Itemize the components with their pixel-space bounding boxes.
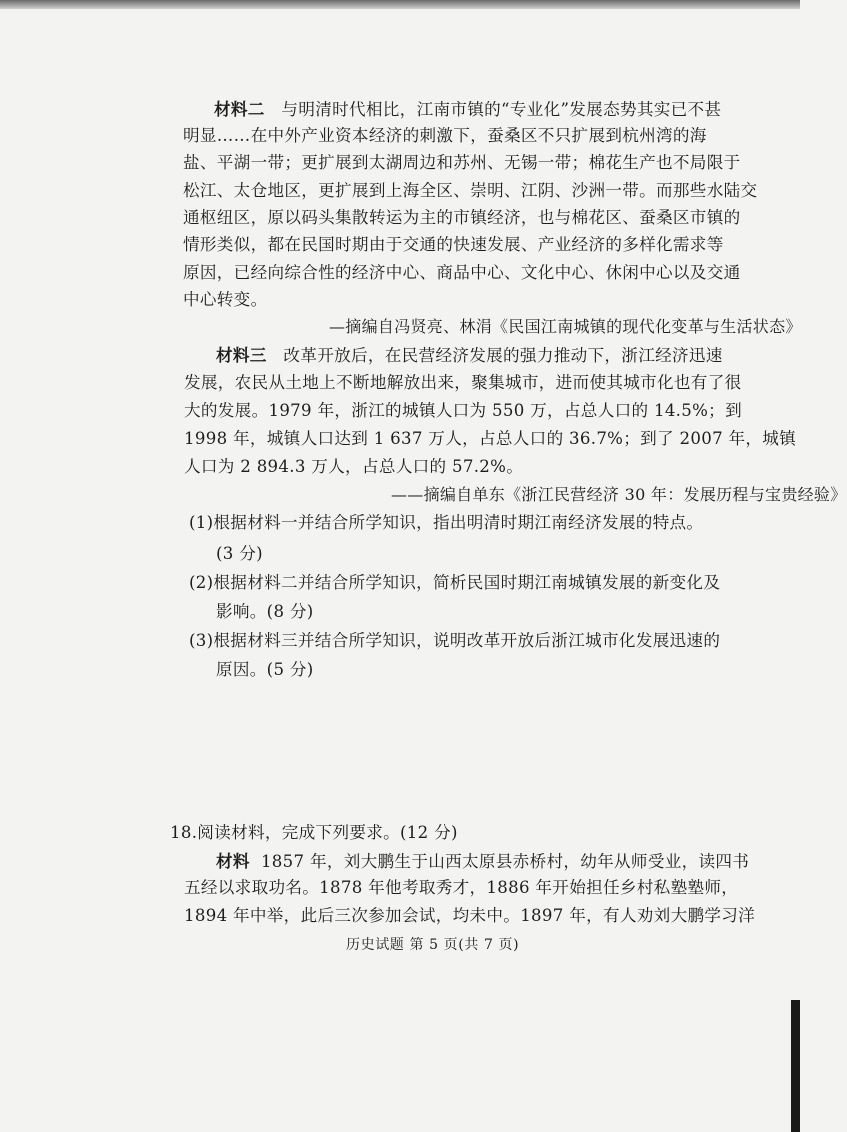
question-18-material-label: 材料 xyxy=(216,851,250,871)
material3-line-5: 人口为 2 894.3 万人，占总人口的 57.2%。 xyxy=(184,457,524,476)
question-1-line-2: (3 分) xyxy=(216,544,263,563)
question-3-line-2: 原因。(5 分) xyxy=(216,660,314,679)
material2-line-6: 情形类似，都在民国时期由于交通的快速发展、产业经济的多样化需求等 xyxy=(183,235,724,254)
material3-line-2: 发展，农民从土地上不断地解放出来，聚集城市，进而使其城市化也有了很 xyxy=(184,373,742,392)
material3-line-3: 大的发展。1979 年，浙江的城镇人口为 550 万，占总人口的 14.5%；到 xyxy=(184,401,742,420)
question-1-line-1: (1)根据材料一并结合所学知识，指出明清时期江南经济发展的特点。 xyxy=(189,513,704,532)
material2-line-4: 松江、太仓地区，更扩展到上海全区、崇明、江阴、沙洲一带。而那些水陆交 xyxy=(183,181,758,200)
material3-line-4: 1998 年，城镇人口达到 1 637 万人，占总人口的 36.7%；到了 2007 年，城镇 xyxy=(184,429,797,448)
material2-line-2: 明显……在中外产业资本经济的刺激下，蚕桑区不只扩展到杭州湾的海 xyxy=(183,126,707,145)
material2-label: 材料二 xyxy=(214,99,265,119)
question-3-line-1: (3)根据材料三并结合所学知识，说明改革开放后浙江城市化发展迅速的 xyxy=(189,631,721,650)
question-2-line-1: (2)根据材料二并结合所学知识，简析民国时期江南城镇发展的新变化及 xyxy=(189,573,721,592)
question-18-line-2: 五经以求取功名。1878 年他考取秀才，1886 年开始担任乡村私塾塾师， xyxy=(184,878,739,897)
material2-line-8: 中心转变。 xyxy=(183,290,268,309)
question-18-line-1: 材料 1857 年，刘大鹏生于山西太原县赤桥村，幼年从师受业，读四书 xyxy=(216,851,750,871)
material2-line-1: 材料二 与明清时代相比，江南市镇的“专业化”发展态势其实已不甚 xyxy=(214,99,722,119)
question-2-line-2: 影响。(8 分) xyxy=(216,602,314,621)
material2-source: —摘编自冯贤亮、林涓《民国江南城镇的现代化变革与生活状态》 xyxy=(329,317,802,336)
question-18-line-3: 1894 年中举，此后三次参加会试，均未中。1897 年，有人劝刘大鹏学习洋 xyxy=(184,906,756,925)
material3-label: 材料三 xyxy=(216,345,267,365)
page-footer: 历史试题 第 5 页(共 7 页) xyxy=(346,937,520,953)
material2-line-7: 原因，已经向综合性的经济中心、商品中心、文化中心、休闲中心以及交通 xyxy=(183,263,741,282)
material2-line-3: 盐、平湖一带；更扩展到太湖周边和苏州、无锡一带；棉花生产也不局限于 xyxy=(183,153,741,172)
material3-source: ——摘编自单东《浙江民营经济 30 年：发展历程与宝贵经验》 xyxy=(391,485,847,504)
material2-line-5: 通枢纽区，原以码头集散转运为主的市镇经济，也与棉花区、蚕桑区市镇的 xyxy=(183,208,741,227)
question-18-header: 18.阅读材料，完成下列要求。(12 分) xyxy=(170,823,458,842)
material3-line-1: 材料三 改革开放后，在民营经济发展的强力推动下，浙江经济迅速 xyxy=(216,345,723,365)
